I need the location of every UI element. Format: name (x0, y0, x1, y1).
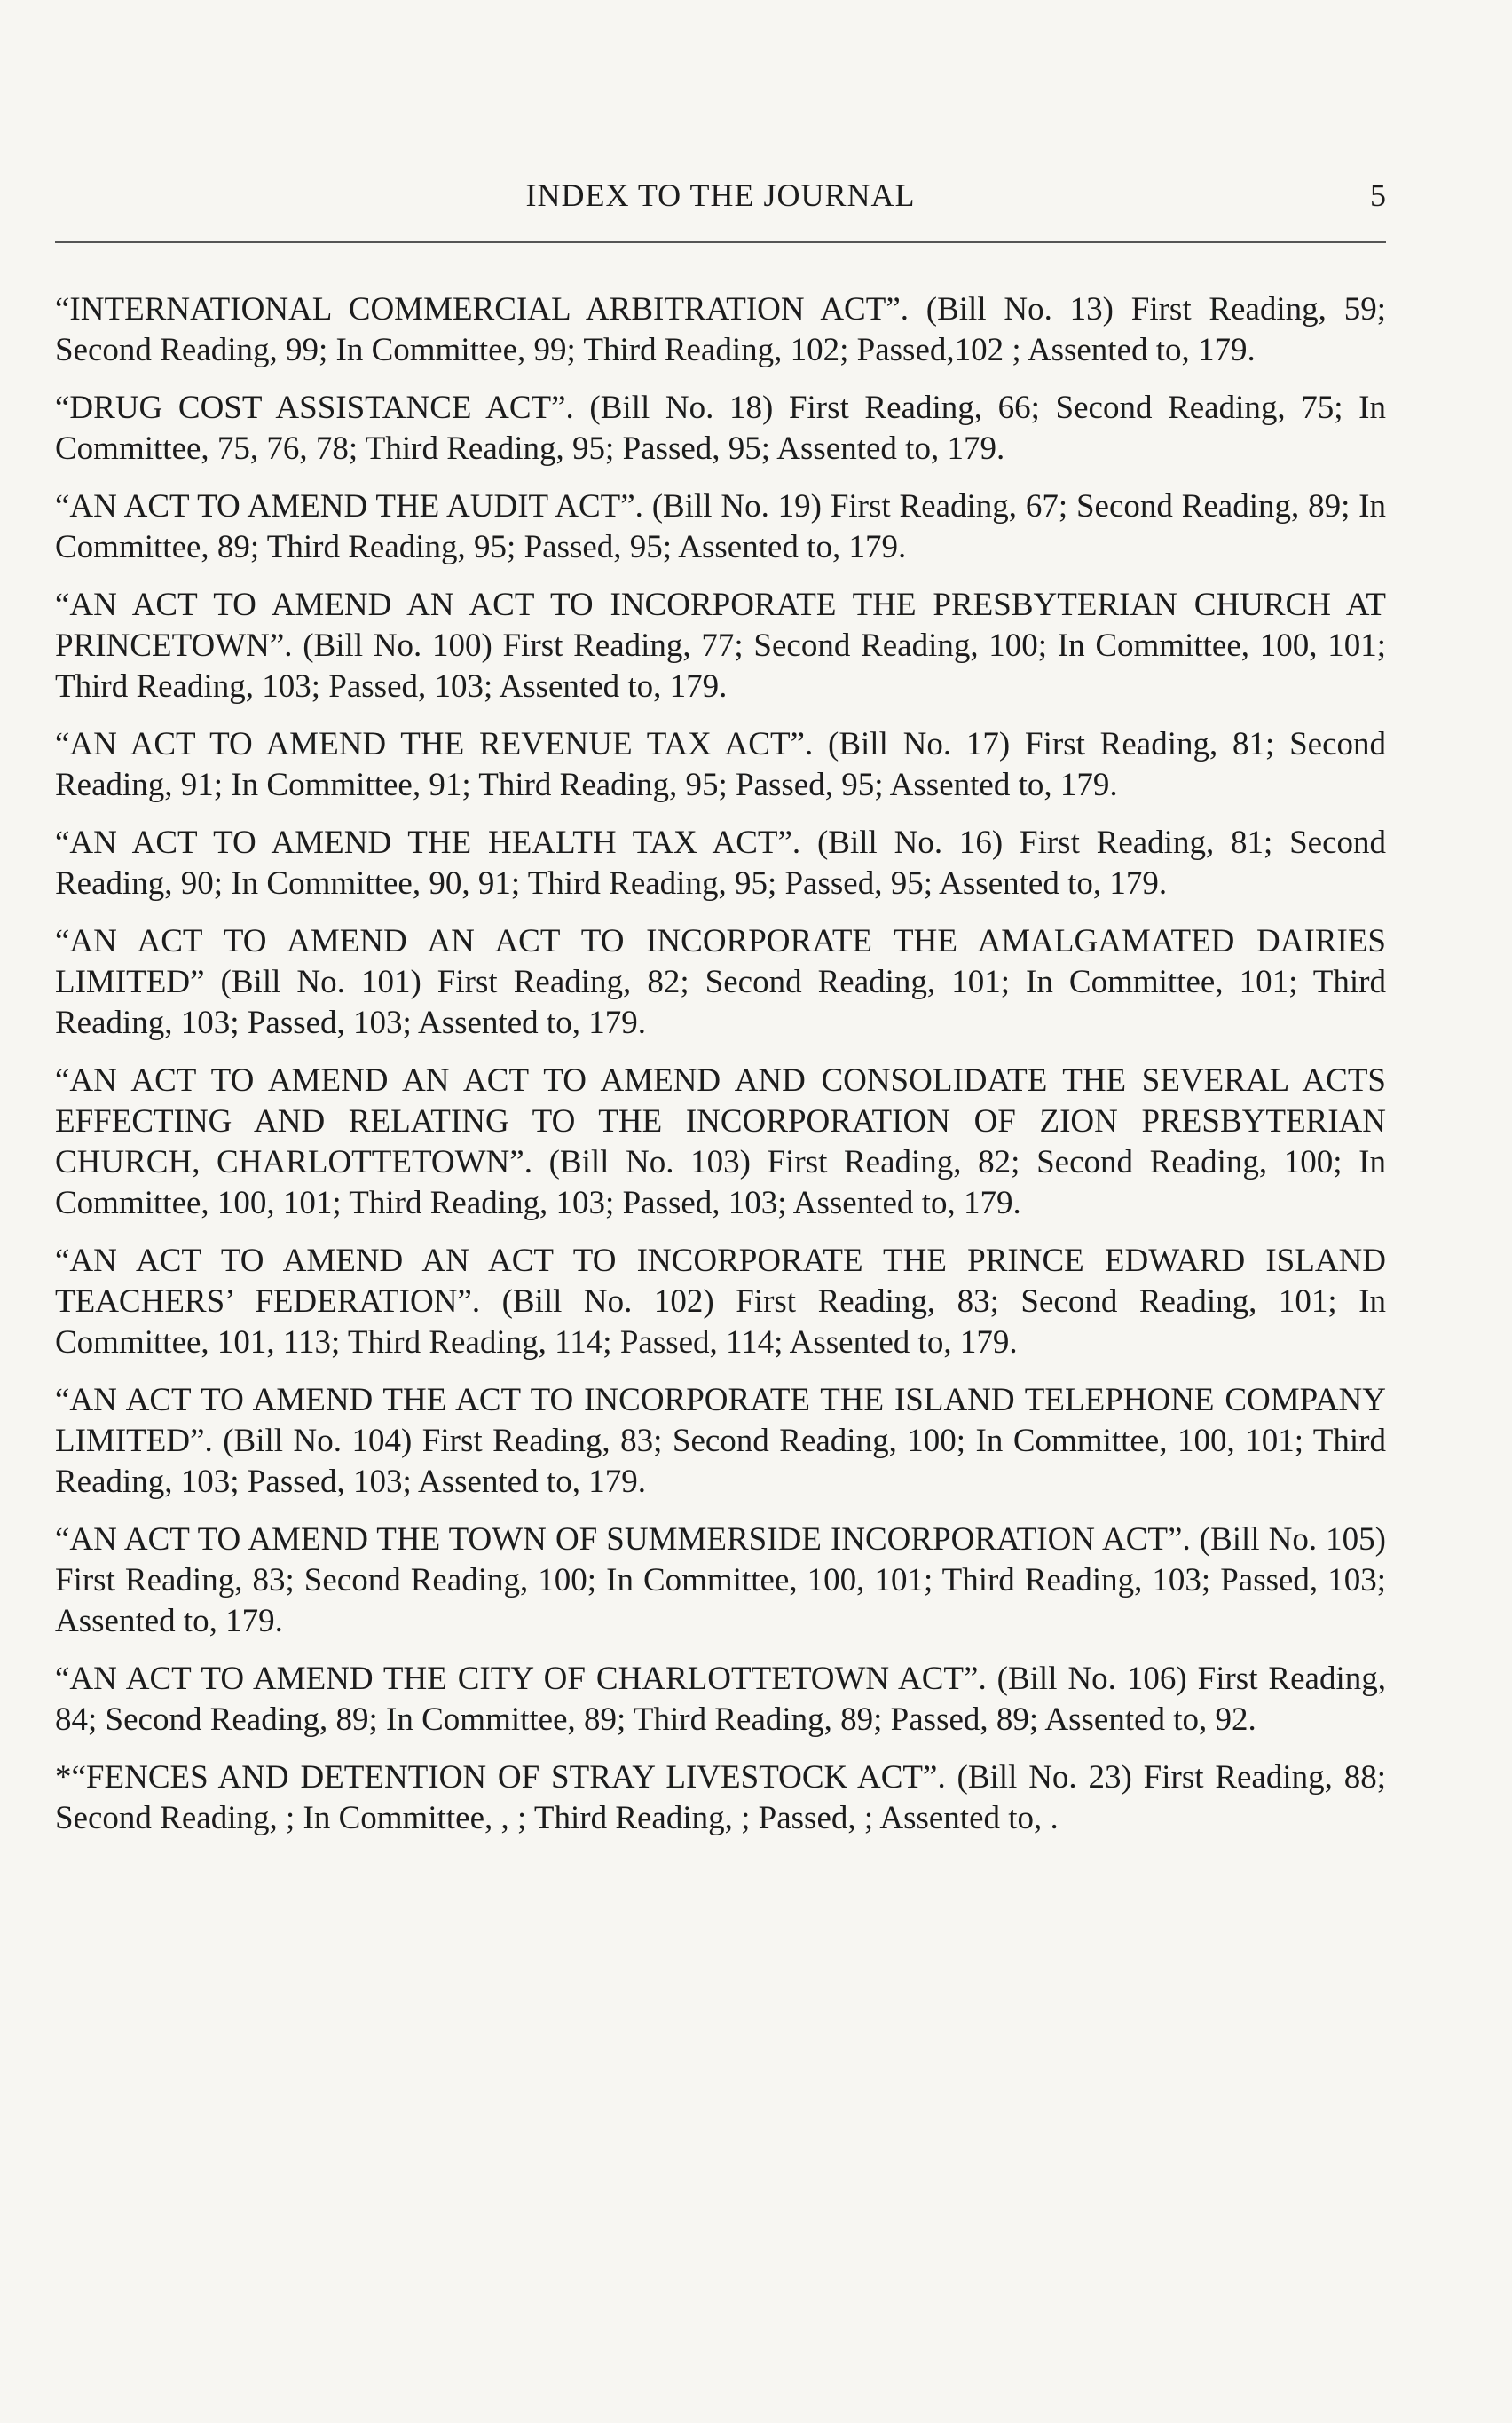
index-entry: *“FENCES AND DETENTION OF STRAY LIVESTOCK ACT”. (Bill No. 23) First Reading, 88; Second Reading, ; In Committee, , ; Third Reading, ; Passed, ; Assented to, . (55, 1759, 1386, 1836)
index-entry: “AN ACT TO AMEND THE CITY OF CHARLOTTETOWN ACT”. (Bill No. 106) First Reading, 84; Second Reading, 89; In Committee, 89; Third Reading, 89; Passed, 89; Assented to, 92. (55, 1661, 1386, 1738)
index-entry: “AN ACT TO AMEND THE TOWN OF SUMMERSIDE INCORPORATION ACT”. (Bill No. 105) First Reading, 83; Second Reading, 100; In Committee, 100, 101; Third Reading, 103; Passed, 103; Assented to, 179. (55, 1521, 1386, 1639)
journal-page (55, 0, 1386, 2423)
index-entry: “INTERNATIONAL COMMERCIAL ARBITRATION ACT”. (Bill No. 13) First Reading, 59; Second Reading, 99; In Committee, 99; Third Reading, 102; Passed,102 ; Assented to, 179. (55, 291, 1386, 368)
index-entry: “AN ACT TO AMEND THE ACT TO INCORPORATE THE ISLAND TELEPHONE COMPANY LIMITED”. (Bill No. 104) First Reading, 83; Second Reading, 100; In Committee, 100, 101; Third Reading, 103; Passed, 103; Assented to, 179. (55, 1382, 1386, 1500)
running-header (55, 174, 1386, 217)
page-number: 5 (1370, 178, 1386, 213)
index-entries (55, 289, 1386, 1856)
index-entry: “AN ACT TO AMEND AN ACT TO INCORPORATE THE PRESBYTERIAN CHURCH AT PRINCETOWN”. (Bill No. 100) First Reading, 77; Second Reading, 100; In Committee, 100, 101; Third Reading, 103; Passed, 103; Assented to, 179. (55, 587, 1386, 705)
index-entry: “AN ACT TO AMEND THE AUDIT ACT”. (Bill No. 19) First Reading, 67; Second Reading, 89; In Committee, 89; Third Reading, 95; Passed, 95; Assented to, 179. (55, 488, 1386, 565)
index-entry: “DRUG COST ASSISTANCE ACT”. (Bill No. 18) First Reading, 66; Second Reading, 75; In Committee, 75, 76, 78; Third Reading, 95; Passed, 95; Assented to, 179. (55, 390, 1386, 467)
index-entry: “AN ACT TO AMEND AN ACT TO AMEND AND CONSOLIDATE THE SEVERAL ACTS EFFECTING AND RELATING TO THE INCORPORATION OF ZION PRESBYTERIAN CHURCH, CHARLOTTETOWN”. (Bill No. 103) First Reading, 82; Second Reading, 100; In Committee, 100, 101; Third Reading, 103; Passed, 103; Assented to, 179. (55, 1062, 1386, 1221)
header-rule (55, 241, 1386, 243)
index-entry: “AN ACT TO AMEND THE HEALTH TAX ACT”. (Bill No. 16) First Reading, 81; Second Reading, 90; In Committee, 90, 91; Third Reading, 95; Passed, 95; Assented to, 179. (55, 825, 1386, 902)
index-entry: “AN ACT TO AMEND AN ACT TO INCORPORATE THE AMALGAMATED DAIRIES LIMITED” (Bill No. 101) First Reading, 82; Second Reading, 101; In Committee, 101; Third Reading, 103; Passed, 103; Assented to, 179. (55, 923, 1386, 1041)
running-title: INDEX TO THE JOURNAL (525, 178, 916, 213)
index-entry: “AN ACT TO AMEND THE REVENUE TAX ACT”. (Bill No. 17) First Reading, 81; Second Reading, 91; In Committee, 91; Third Reading, 95; Passed, 95; Assented to, 179. (55, 726, 1386, 803)
index-entry: “AN ACT TO AMEND AN ACT TO INCORPORATE THE PRINCE EDWARD ISLAND TEACHERS’ FEDERATION”. (Bill No. 102) First Reading, 83; Second Reading, 101; In Committee, 101, 113; Third Reading, 114; Passed, 114; Assented to, 179. (55, 1243, 1386, 1361)
